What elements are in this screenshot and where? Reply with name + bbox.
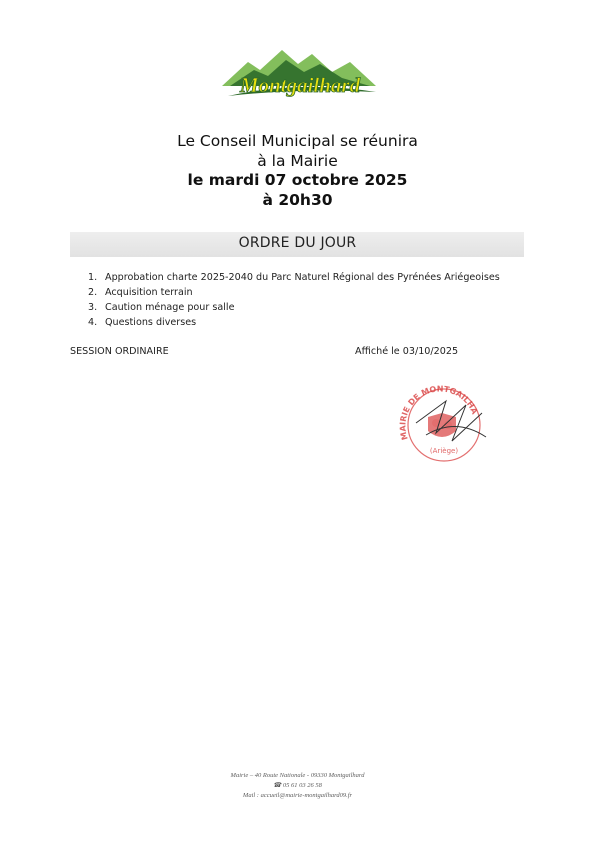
posted-date: Affiché le 03/10/2025: [355, 346, 459, 357]
agenda-item: 2. Acquisition terrain: [88, 287, 193, 298]
heading-line-1: Le Conseil Municipal se réunira: [177, 132, 418, 150]
meeting-heading: [0, 132, 595, 210]
footer-phone: ☎ 05 61 03 26 58: [273, 782, 322, 789]
stamp-subtext: (Ariège): [429, 447, 459, 455]
footer-contact: [0, 771, 595, 801]
heading-date: le mardi 07 octobre 2025: [187, 171, 408, 189]
ordre-du-jour-title: ORDRE DU JOUR: [238, 235, 357, 251]
session-type: SESSION ORDINAIRE: [70, 346, 169, 357]
logo-text: Montgailhard: [239, 73, 361, 97]
montgailhard-logo: [220, 40, 380, 110]
agenda-item: 1. Approbation charte 2025-2040 du Parc Naturel Régional des Pyrénées Ariégeoises: [88, 272, 500, 283]
agenda-item: 3. Caution ménage pour salle: [88, 302, 235, 313]
footer-email: Mail : accueil@mairie-montgailhard09.fr: [242, 792, 353, 799]
heading-line-2: à la Mairie: [257, 151, 338, 170]
agenda-item: 4. Questions diverses: [88, 317, 197, 328]
heading-time: à 20h30: [262, 190, 333, 209]
stamp-text: MAIRIE DE MONTGAILHA: [398, 384, 480, 441]
mairie-stamp: [386, 383, 496, 468]
agenda-list: [88, 270, 500, 330]
footer-address: Mairie – 40 Route Nationale - 09330 Montgailhard: [230, 772, 365, 779]
